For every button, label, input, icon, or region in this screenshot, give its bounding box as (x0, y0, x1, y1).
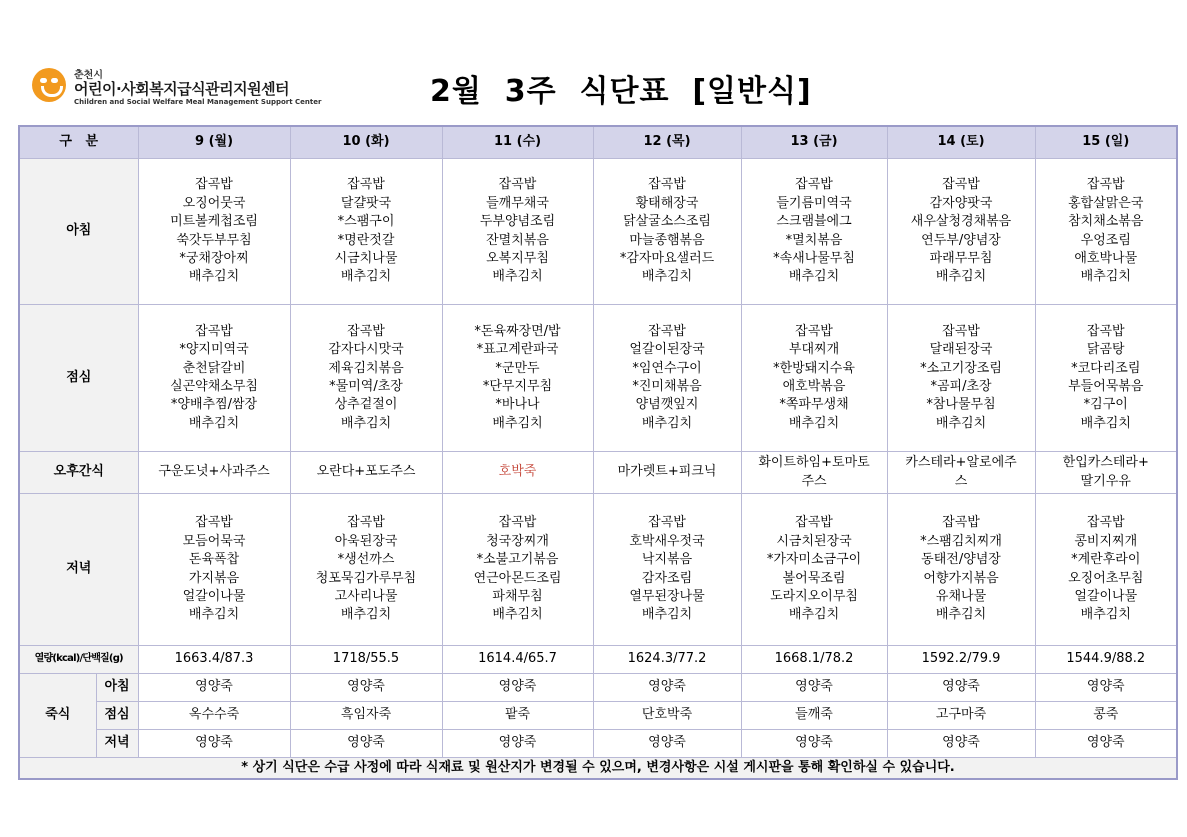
center-logo (32, 66, 332, 108)
porridge-value: 콩죽 (1035, 702, 1177, 730)
menu-item: 열무된장나물 (629, 588, 705, 604)
menu-item: 잡곡밥 (648, 515, 686, 531)
menu-item: *멸치볶음 (785, 232, 843, 248)
menu-item: 가지볶음 (188, 570, 240, 586)
nutrition-value: 1663.4/87.3 (138, 646, 290, 674)
menu-item: *양지미역국 (179, 342, 249, 358)
menu-item: *돈육짜장면/밥 (474, 323, 561, 339)
corner-label: 구 분 (19, 126, 138, 159)
nutrition-value: 1614.4/65.7 (442, 646, 593, 674)
menu-item: 유채나물 (935, 588, 987, 604)
menu-cell (290, 494, 442, 646)
menu-cell (741, 494, 887, 646)
menu-item: *임연수구이 (632, 360, 702, 376)
menu-item: 잡곡밥 (1086, 323, 1125, 339)
menu-item: 잡곡밥 (795, 515, 833, 531)
menu-item: 오징어뭇국 (182, 195, 246, 211)
menu-cell (887, 494, 1035, 646)
menu-item: 배추김치 (492, 269, 543, 285)
menu-item: 청포묵김가루무침 (315, 570, 417, 586)
menu-item: 볼어묵조림 (782, 570, 846, 586)
menu-item: 우엉조림 (1080, 232, 1131, 248)
porridge-value: 영양죽 (741, 674, 887, 702)
porridge-value: 영양죽 (887, 730, 1035, 758)
menu-item: 배추김치 (788, 415, 840, 431)
menu-item: 호박새우젓국 (629, 533, 705, 549)
menu-item: 배추김치 (788, 607, 840, 623)
nutrition-value: 1592.2/79.9 (887, 646, 1035, 674)
snack-cell (442, 452, 593, 494)
lunch-row (19, 305, 1177, 452)
porridge-value: 단호박죽 (593, 702, 741, 730)
menu-item: 상추겉절이 (334, 397, 398, 413)
snack-item: 카스테라+알로에주 (905, 455, 1017, 471)
porridge-value: 영양죽 (1035, 674, 1177, 702)
menu-item: *궁채장아찌 (179, 250, 249, 266)
menu-item: 쑥갓두부무침 (176, 232, 252, 248)
page-title: 2월 3주 식단표 [일반식] (430, 74, 812, 109)
menu-item: 배추김치 (935, 269, 987, 285)
menu-item: 참치채소볶음 (1068, 214, 1144, 230)
porridge-value: 영양죽 (442, 730, 593, 758)
menu-item: 고사리나물 (334, 588, 398, 604)
porridge-sub-label: 저녁 (96, 730, 138, 758)
snack-label: 오후간식 (19, 452, 138, 494)
breakfast-label: 아침 (19, 159, 138, 305)
menu-item: 달래된장국 (929, 342, 993, 358)
menu-item: 닭곰탕 (1086, 342, 1125, 358)
porridge-value: 들깨죽 (741, 702, 887, 730)
snack-cell (741, 452, 887, 494)
porridge-value: 영양죽 (1035, 730, 1177, 758)
menu-item: 배추김치 (1080, 607, 1131, 623)
porridge-value: 영양죽 (138, 730, 290, 758)
menu-item: 부대찌개 (788, 342, 840, 358)
nutrition-value: 1624.3/77.2 (593, 646, 741, 674)
menu-item: 오징어초무침 (1068, 570, 1144, 586)
menu-item: 잡곡밥 (942, 177, 980, 193)
menu-cell (741, 305, 887, 452)
porridge-value: 영양죽 (593, 730, 741, 758)
menu-item: 배추김치 (788, 269, 840, 285)
menu-item: *바나나 (495, 397, 540, 413)
menu-cell (1035, 159, 1177, 305)
menu-item: *계란후라이 (1071, 552, 1141, 568)
menu-item: 배추김치 (492, 607, 543, 623)
menu-item: 잡곡밥 (648, 177, 686, 193)
menu-item: 배추김치 (492, 415, 543, 431)
menu-cell (1035, 494, 1177, 646)
menu-item: *쪽파무생채 (779, 397, 849, 413)
snack-item: 스 (954, 473, 968, 489)
menu-item: 배추김치 (641, 269, 693, 285)
menu-item: 마늘종햄볶음 (629, 232, 705, 248)
snack-cell (290, 452, 442, 494)
snack-item: 오란다+포도주스 (316, 464, 416, 480)
porridge-label: 죽식 (19, 674, 96, 758)
menu-item: 실곤약채소무침 (170, 379, 258, 394)
snack-cell (1035, 452, 1177, 494)
nutrition-label: 열량(kcal)/단백질(g) (19, 646, 138, 674)
dinner-row (19, 494, 1177, 646)
menu-item: 배추김치 (1080, 269, 1131, 285)
menu-item: 들깨무채국 (486, 195, 549, 211)
menu-item: *생선까스 (337, 552, 395, 568)
menu-item: *명란젓갈 (337, 232, 395, 248)
menu-item: 감자조림 (641, 570, 693, 586)
porridge-value: 고구마죽 (887, 702, 1035, 730)
menu-item: 도라지오이무침 (770, 588, 858, 604)
smile-logo-icon (32, 68, 66, 102)
breakfast-row (19, 159, 1177, 305)
menu-cell (138, 494, 290, 646)
menu-item: 배추김치 (340, 415, 392, 431)
porridge-value: 흑임자죽 (290, 702, 442, 730)
lunch-label: 점심 (19, 305, 138, 452)
menu-item: *스팸구이 (337, 214, 395, 230)
day-header: 11 (수) (442, 126, 593, 159)
porridge-value: 영양죽 (442, 674, 593, 702)
menu-item: 부들어묵볶음 (1068, 379, 1144, 394)
menu-item: *스팸김치찌개 (920, 533, 1002, 549)
menu-item: *곰피/초장 (930, 379, 992, 394)
menu-item: 애호박나물 (1074, 250, 1138, 266)
menu-item: 잡곡밥 (347, 323, 385, 339)
header-row (19, 126, 1177, 159)
porridge-value: 팥죽 (442, 702, 593, 730)
menu-item: 배추김치 (641, 607, 693, 623)
menu-item: 새우살청경채볶음 (910, 214, 1012, 230)
porridge-value: 영양죽 (290, 730, 442, 758)
menu-cell (593, 159, 741, 305)
snack-item: 마가렛트+피크닉 (617, 464, 717, 480)
menu-cell (290, 305, 442, 452)
logo-city: 춘천시 (74, 70, 103, 81)
menu-item: *가자미소금구이 (766, 552, 862, 568)
menu-item: 시금치나물 (334, 250, 398, 266)
day-header: 13 (금) (741, 126, 887, 159)
menu-item: 배추김치 (641, 415, 693, 431)
menu-item: 연근아몬드조림 (473, 570, 562, 586)
menu-cell (741, 159, 887, 305)
menu-item: *한방돼지수육 (773, 360, 855, 376)
menu-item: 배추김치 (188, 415, 240, 431)
menu-item: *군만두 (495, 360, 540, 376)
menu-item: 배추김치 (935, 415, 987, 431)
footnote: * 상기 식단은 수급 사정에 따라 식재료 및 원산지가 변경될 수 있으며, 변경사항은 시설 게시판을 통해 확인하실 수 있습니다. (19, 758, 1177, 780)
menu-item: 얼갈이된장국 (629, 342, 705, 358)
menu-item: 파래무무침 (929, 250, 993, 266)
menu-item: 모듬어묵국 (182, 533, 246, 549)
porridge-value: 영양죽 (138, 674, 290, 702)
menu-item: *코다리조림 (1071, 360, 1141, 376)
menu-item: 미트볼케첩조림 (170, 214, 258, 230)
menu-cell (290, 159, 442, 305)
menu-cell (593, 494, 741, 646)
menu-item: 잡곡밥 (1086, 515, 1125, 531)
menu-item: 달걀팟국 (340, 195, 392, 211)
menu-item: *김구이 (1083, 397, 1128, 413)
menu-item: 오복지무침 (486, 250, 549, 266)
menu-item: *소고기장조림 (920, 360, 1002, 376)
menu-item: 애호박볶음 (782, 379, 846, 394)
logo-english-name: Children and Social Welfare Meal Management Support Center (74, 98, 322, 106)
nutrition-value: 1668.1/78.2 (741, 646, 887, 674)
menu-item: 연두부/양념장 (921, 232, 1001, 248)
menu-item: 스크램블에그 (776, 214, 852, 230)
porridge-value: 영양죽 (741, 730, 887, 758)
menu-item: 잡곡밥 (498, 177, 537, 193)
snack-item: 호박죽 (498, 464, 537, 480)
menu-item: 배추김치 (188, 269, 240, 285)
menu-item: 돈육폭찹 (188, 552, 240, 568)
menu-item: 파채무침 (492, 588, 543, 604)
porridge-value: 영양죽 (593, 674, 741, 702)
porridge-row-lunch (19, 702, 1177, 730)
menu-item: *감자마요샐러드 (619, 250, 715, 266)
menu-item: 잔멸치볶음 (486, 232, 549, 248)
menu-item: 잡곡밥 (347, 177, 385, 193)
nutrition-value: 1718/55.5 (290, 646, 442, 674)
menu-item: 감자양팟국 (929, 195, 993, 211)
snack-item: 한입카스테라+ (1062, 455, 1149, 471)
menu-table (18, 125, 1178, 780)
menu-item: 아욱된장국 (334, 533, 398, 549)
menu-cell (442, 159, 593, 305)
menu-item: *소불고기볶음 (476, 552, 559, 568)
menu-item: *표고계란파국 (476, 342, 559, 358)
menu-item: 잡곡밥 (648, 323, 686, 339)
nutrition-value: 1544.9/88.2 (1035, 646, 1177, 674)
menu-item: 동태전/양념장 (921, 552, 1001, 568)
menu-item: 콩비지찌개 (1074, 533, 1138, 549)
menu-item: 닭살굴소스조림 (623, 214, 711, 230)
menu-item: 어향가지볶음 (923, 570, 999, 586)
menu-item: 얼갈이나물 (182, 588, 246, 604)
snack-cell (138, 452, 290, 494)
menu-item: 제육김치볶음 (328, 360, 404, 376)
snack-item: 주스 (801, 473, 827, 489)
day-header: 10 (화) (290, 126, 442, 159)
menu-item: 배추김치 (188, 607, 240, 623)
menu-item: 잡곡밥 (195, 515, 233, 531)
menu-item: 배추김치 (1080, 415, 1131, 431)
menu-item: *참나물무침 (926, 397, 996, 413)
snack-item: 구운도넛+사과주스 (158, 464, 270, 480)
menu-cell (138, 305, 290, 452)
menu-item: 청국장찌개 (486, 533, 549, 549)
menu-item: 잡곡밥 (942, 323, 980, 339)
menu-item: 잡곡밥 (1086, 177, 1125, 193)
porridge-row-breakfast (19, 674, 1177, 702)
menu-item: 잡곡밥 (795, 323, 833, 339)
porridge-sub-label: 아침 (96, 674, 138, 702)
menu-item: *양배추찜/쌈장 (170, 397, 258, 413)
menu-item: 양념깻잎지 (635, 397, 699, 413)
day-header: 9 (월) (138, 126, 290, 159)
menu-item: *단무지무침 (482, 379, 553, 394)
menu-item: 낙지볶음 (641, 552, 693, 568)
menu-item: 배추김치 (935, 607, 987, 623)
dinner-label: 저녁 (19, 494, 138, 646)
porridge-value: 옥수수죽 (138, 702, 290, 730)
snack-item: 딸기우유 (1080, 473, 1131, 489)
menu-cell (887, 159, 1035, 305)
menu-item: 홍합살맑은국 (1068, 195, 1144, 211)
menu-item: 잡곡밥 (195, 323, 233, 339)
menu-item: 들기름미역국 (776, 195, 852, 211)
menu-item: *속새나물무침 (773, 250, 855, 266)
porridge-row-dinner (19, 730, 1177, 758)
menu-cell (442, 305, 593, 452)
snack-item: 화이트하임+토마토 (758, 455, 870, 471)
menu-item: 잡곡밥 (347, 515, 385, 531)
snack-cell (593, 452, 741, 494)
menu-item: 감자다시맛국 (328, 342, 404, 358)
menu-item: 배추김치 (340, 607, 392, 623)
porridge-value: 영양죽 (887, 674, 1035, 702)
menu-item: 잡곡밥 (195, 177, 233, 193)
day-header: 12 (목) (593, 126, 741, 159)
menu-cell (887, 305, 1035, 452)
snack-cell (887, 452, 1035, 494)
day-header: 15 (일) (1035, 126, 1177, 159)
menu-item: 잡곡밥 (942, 515, 980, 531)
menu-item: 얼갈이나물 (1074, 588, 1138, 604)
logo-center-name: 어린이·사회복지급식관리지원센터 (74, 80, 290, 98)
page-header (0, 0, 1187, 124)
nutrition-row (19, 646, 1177, 674)
menu-item: 잡곡밥 (795, 177, 833, 193)
menu-item: 시금치된장국 (776, 533, 852, 549)
footnote-row (19, 758, 1177, 780)
menu-cell (593, 305, 741, 452)
menu-cell (442, 494, 593, 646)
menu-item: *물미역/초장 (329, 379, 403, 394)
porridge-sub-label: 점심 (96, 702, 138, 730)
snack-row (19, 452, 1177, 494)
porridge-value: 영양죽 (290, 674, 442, 702)
menu-item: *진미채볶음 (632, 379, 702, 394)
menu-item: 배추김치 (340, 269, 392, 285)
menu-item: 황태해장국 (635, 195, 699, 211)
menu-item: 춘천닭갈비 (182, 360, 246, 376)
day-header: 14 (토) (887, 126, 1035, 159)
menu-item: 두부양념조림 (479, 214, 556, 230)
menu-item: 잡곡밥 (498, 515, 537, 531)
menu-cell (1035, 305, 1177, 452)
menu-cell (138, 159, 290, 305)
